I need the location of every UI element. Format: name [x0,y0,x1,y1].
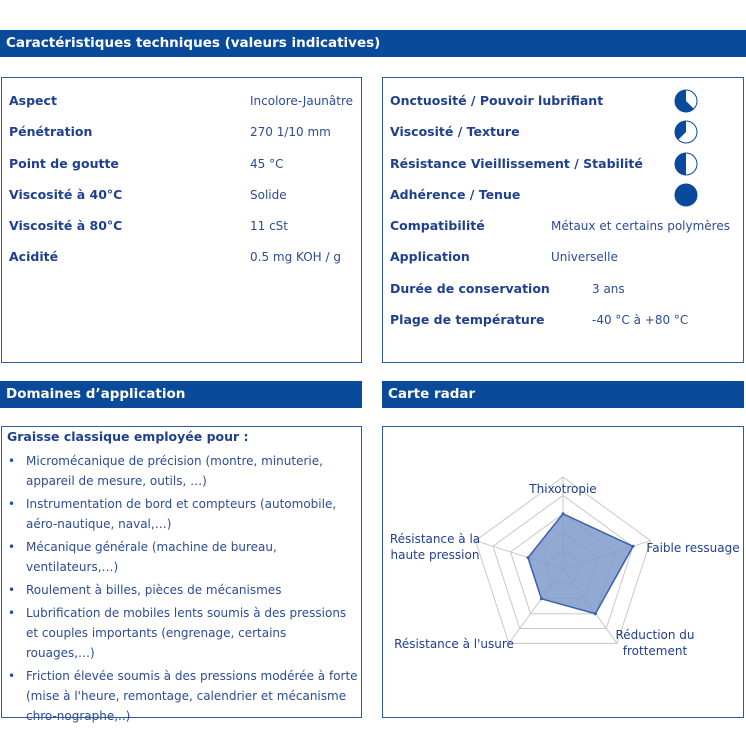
tech-right-row-label: Application [390,249,470,264]
rating-row-label: Résistance Vieillissement / Stabilité [390,156,643,171]
tech-row [2,154,361,174]
tech-right-row-label: Plage de température [390,312,545,327]
rating-pie-icon [674,183,698,207]
tech-left-panel [1,77,362,363]
rating-row [383,185,743,205]
tech-row-label: Viscosité à 80°C [9,218,123,233]
tech-row-label: Point de goutte [9,156,119,171]
radar-axis-label-line: Thixotropie [529,482,597,496]
tech-row [2,122,361,142]
domain-item-text: Roulement à billes, pièces de mécanismes [26,583,282,597]
rating-pie-icon [674,152,698,176]
domain-item-text: Lubrification de mobiles lents soumis à des pressions et couples importants (engrenage, certains rouages,…) [26,606,347,660]
tech-row-label: Pénétration [9,124,93,139]
rating-row [383,122,743,142]
bullet-icon: • [8,454,16,468]
radar-axis-label-line: Résistance à la [389,532,481,546]
tech-row-value: 45 °C [250,157,284,171]
tech-right-row [383,247,743,267]
tech-right-row [383,310,743,330]
rating-row-label: Onctuosité / Pouvoir lubrifiant [390,93,604,108]
radar-axis-label [394,636,514,652]
domain-list-item [2,580,362,600]
tech-right-row [383,279,743,299]
tech-row-value: 270 1/10 mm [250,125,331,139]
radar-axis-label-line: Réduction du [615,628,695,642]
radar-panel [382,426,744,718]
tech-section-header: Caractéristiques techniques (valeurs indicatives) [0,30,746,57]
radar-axis-label [390,531,480,563]
tech-right-panel [382,77,744,363]
tech-row-value: Solide [250,188,287,202]
tech-right-row-label: Compatibilité [390,218,485,233]
radar-section-header: Carte radar [382,381,744,408]
tech-row-value: 11 cSt [250,219,289,233]
bullet-icon: • [8,606,16,620]
rating-row-label: Adhérence / Tenue [390,187,521,202]
bullet-icon: • [8,583,16,597]
domain-item-text: Friction élevée soumis à des pressions modérée à forte (mise à l'heure, remontage, calendrier et mécanisme chro-nographe,..) [26,669,358,723]
domain-list-item [2,537,362,577]
domains-intro: Graisse classique employée pour : [7,429,249,444]
radar-data-point [540,597,543,600]
bullet-icon: • [8,540,16,554]
tech-row-label: Aspect [9,93,57,108]
domains-list [2,451,362,729]
tech-row-label: Viscosité à 40°C [9,187,123,202]
tech-right-row-label: Durée de conservation [390,281,550,296]
tech-row [2,185,361,205]
radar-axis-label-line: frottement [622,644,688,658]
radar-axis-label [529,481,596,497]
tech-right-row-value: 3 ans [592,282,625,296]
bullet-icon: • [8,669,16,683]
tech-row-value: Incolore-Jaunâtre [250,94,354,108]
rating-row-label: Viscosité / Texture [390,124,520,139]
tech-right-row-value: Universelle [551,250,618,264]
radar-data-point [562,512,565,515]
domain-list-item [2,666,362,726]
bullet-icon: • [8,497,16,511]
domain-item-text: Mécanique générale (machine de bureau, ventilateurs,…) [26,540,277,574]
radar-data-point [632,545,635,548]
rating-row [383,91,743,111]
radar-axis-label [646,540,739,556]
rating-pie-icon [674,120,698,144]
tech-right-row-value: -40 °C à +80 °C [592,313,689,327]
radar-data-point [594,612,597,615]
radar-chart [383,427,743,717]
tech-row [2,91,361,111]
radar-axis-label-line: Faible ressuage [646,541,740,555]
radar-axis-label [615,627,694,659]
rating-row [383,154,743,174]
domain-item-text: Micromécanique de précision (montre, minuterie, appareil de mesure, outils, …) [26,454,323,488]
tech-row [2,247,361,267]
domain-item-text: Instrumentation de bord et compteurs (automobile, aéro-nautique, naval,…) [26,497,337,531]
tech-row [2,216,361,236]
tech-row-value: 0.5 mg KOH / g [250,250,341,264]
radar-axis-label-line: haute pression [390,548,480,562]
domain-list-item [2,603,362,663]
tech-right-row [383,216,743,236]
tech-right-row-value: Métaux et certains polymères [551,219,730,233]
rating-pie-icon [674,89,698,113]
radar-data-point [527,556,530,559]
domain-list-item [2,451,362,491]
domains-section-header: Domaines d’application [0,381,362,408]
domain-list-item [2,494,362,534]
radar-series-area [528,514,633,614]
domains-panel [1,426,362,723]
radar-axis-label-line: Résistance à l'usure [394,637,514,651]
tech-row-label: Acidité [9,249,59,264]
